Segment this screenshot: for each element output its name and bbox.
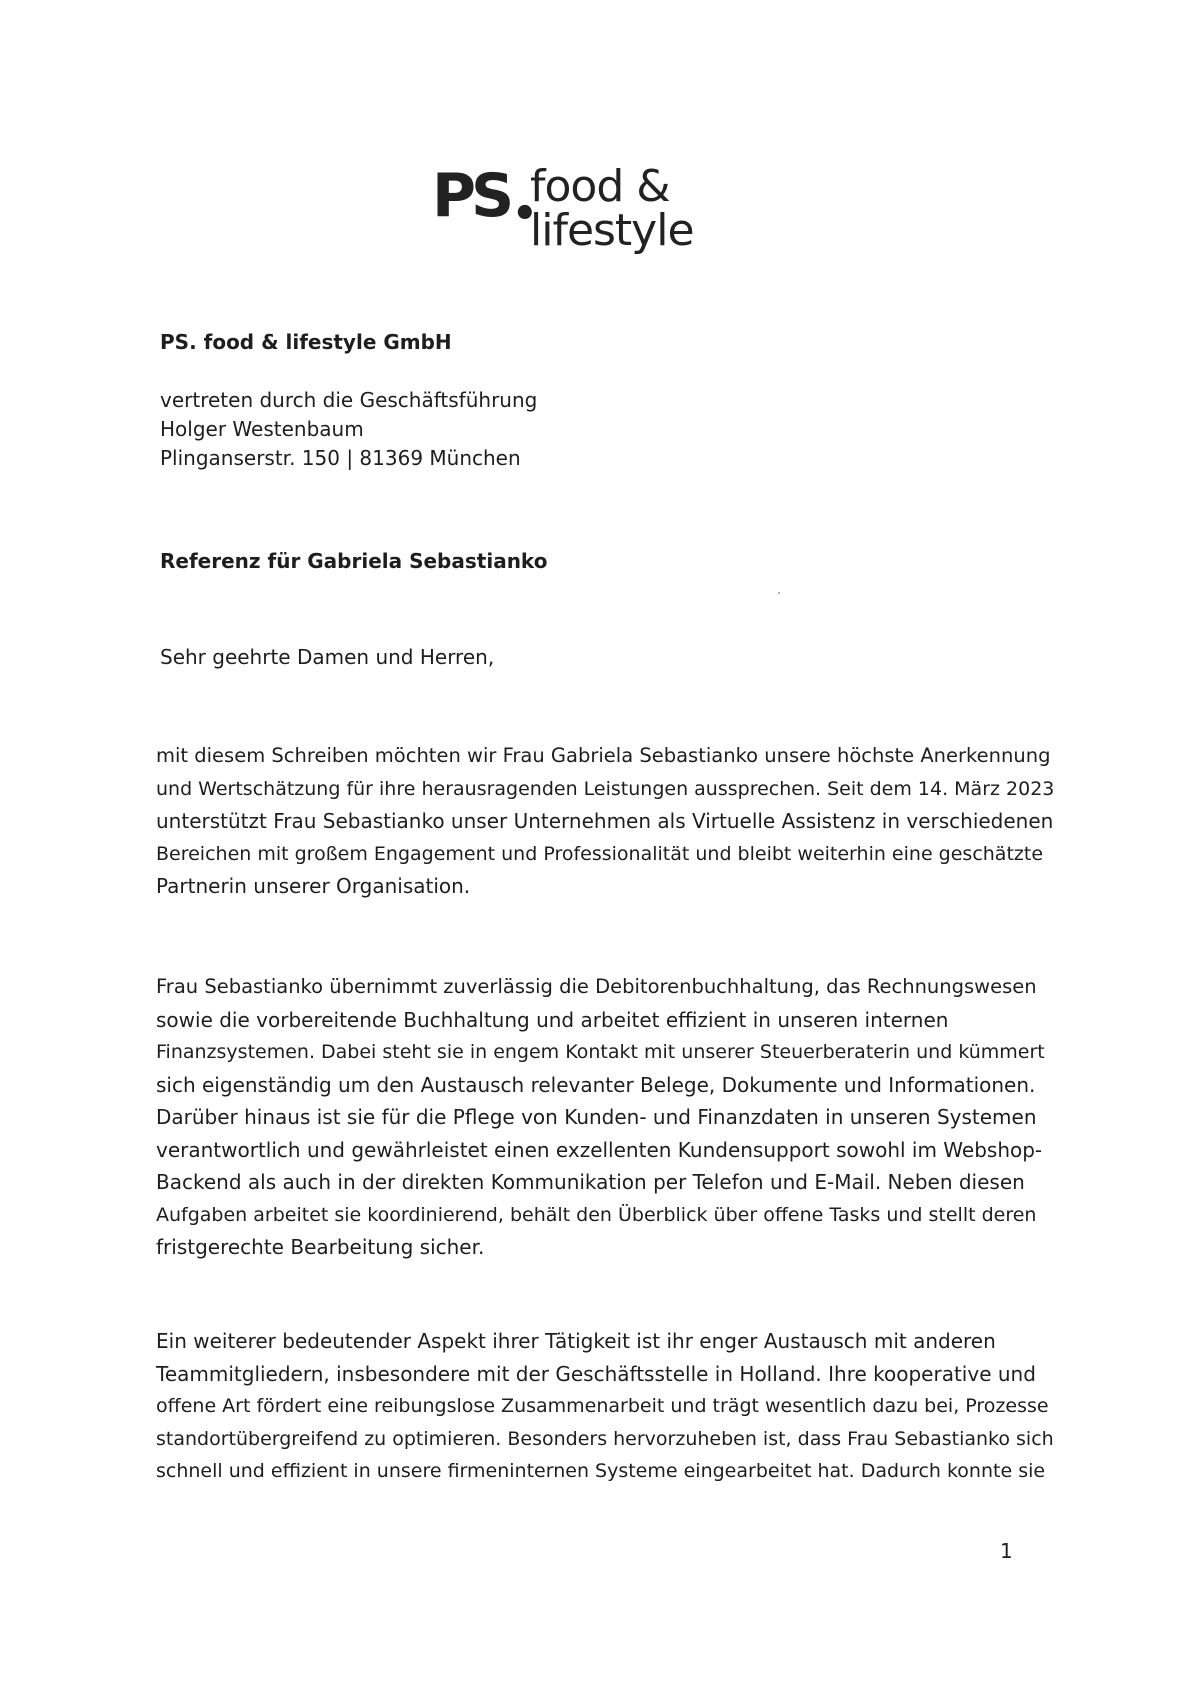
company-logo	[432, 160, 712, 280]
logo-dot: •	[512, 191, 538, 237]
address-line-1: vertreten durch die Geschäftsführung	[160, 388, 538, 412]
paragraph-line: Aufgaben arbeitet sie koordinierend, behält den Überblick über offene Tasks und stellt deren	[156, 1203, 1037, 1226]
paragraph-line: offene Art fördert eine reibungslose Zusammenarbeit und trägt wesentlich dazu bei, Prozesse	[156, 1395, 1049, 1417]
paragraph-2	[156, 971, 1045, 1264]
paragraph-line: Darüber hinaus ist sie für die Pflege von Kunden- und Finanzdaten in unseren Systemen	[156, 1105, 1037, 1129]
paragraph-line: sowie die vorbereitende Buchhaltung und arbeitet effizient in unseren internen	[156, 1007, 949, 1032]
paragraph-line: Teammitgliedern, insbesondere mit der Geschäftsstelle in Holland. Ihre kooperative und	[156, 1361, 1036, 1386]
logo-mark: PS	[432, 161, 510, 231]
paragraph-line: Bereichen mit großem Engagement und Professionalität und bleibt weiterhin eine geschätzte	[156, 842, 1044, 865]
paragraph-line: und Wertschätzung für ihre herausragenden Leistungen aussprechen. Seit dem 14. März 2023	[156, 777, 1055, 800]
paragraph-line: Partnerin unserer Organisation.	[156, 874, 471, 898]
logo-text-line-1: food &	[530, 161, 670, 212]
scan-speck	[778, 592, 780, 594]
paragraph-line: fristgerechte Bearbeitung sicher.	[156, 1235, 485, 1259]
address-line-3: Plinganserstr. 150 | 81369 München	[160, 446, 521, 470]
paragraph-line: standortübergreifend zu optimieren. Besonders hervorzuheben ist, dass Frau Sebastianko sich	[156, 1427, 1054, 1450]
paragraph-line: unterstützt Frau Sebastianko unser Unternehmen als Virtuelle Assistenz in verschiedenen	[156, 809, 1054, 833]
paragraph-line: Finanzsystemen. Dabei steht sie in engem Kontakt mit unserer Steuerberaterin und kümmert	[156, 1041, 1045, 1063]
paragraph-line: verantwortlich und gewährleistet einen exzellenten Kundensupport sowohl im Webshop-	[156, 1137, 1043, 1162]
paragraph-line: schnell und effizient in unsere firmeninternen Systeme eingearbeitet hat. Dadurch konnte sie	[156, 1460, 1046, 1482]
paragraph-3	[156, 1325, 1054, 1488]
logo-text-line-2: lifestyle	[530, 205, 694, 256]
page-number: 1	[1000, 1539, 1013, 1563]
paragraph-line: sich eigenständig um den Austausch relevanter Belege, Dokumente und Informationen.	[156, 1072, 1036, 1097]
company-name: PS. food & lifestyle GmbH	[160, 330, 452, 354]
paragraph-1	[156, 740, 1055, 903]
address-block	[160, 386, 537, 473]
salutation: Sehr geehrte Damen und Herren,	[160, 645, 495, 669]
paragraph-line: Backend als auch in der direkten Kommunikation per Telefon und E-Mail. Neben diesen	[156, 1170, 1025, 1194]
subject-line: Referenz für Gabriela Sebastianko	[160, 549, 548, 573]
paragraph-line: Frau Sebastianko übernimmt zuverlässig die Debitorenbuchhaltung, das Rechnungswesen	[156, 975, 1037, 998]
paragraph-line: mit diesem Schreiben möchten wir Frau Gabriela Sebastianko unsere höchste Anerkennung	[156, 744, 1051, 767]
address-line-2: Holger Westenbaum	[160, 417, 364, 441]
paragraph-line: Ein weiterer bedeutender Aspekt ihrer Tätigkeit ist ihr enger Austausch mit anderen	[156, 1329, 996, 1353]
